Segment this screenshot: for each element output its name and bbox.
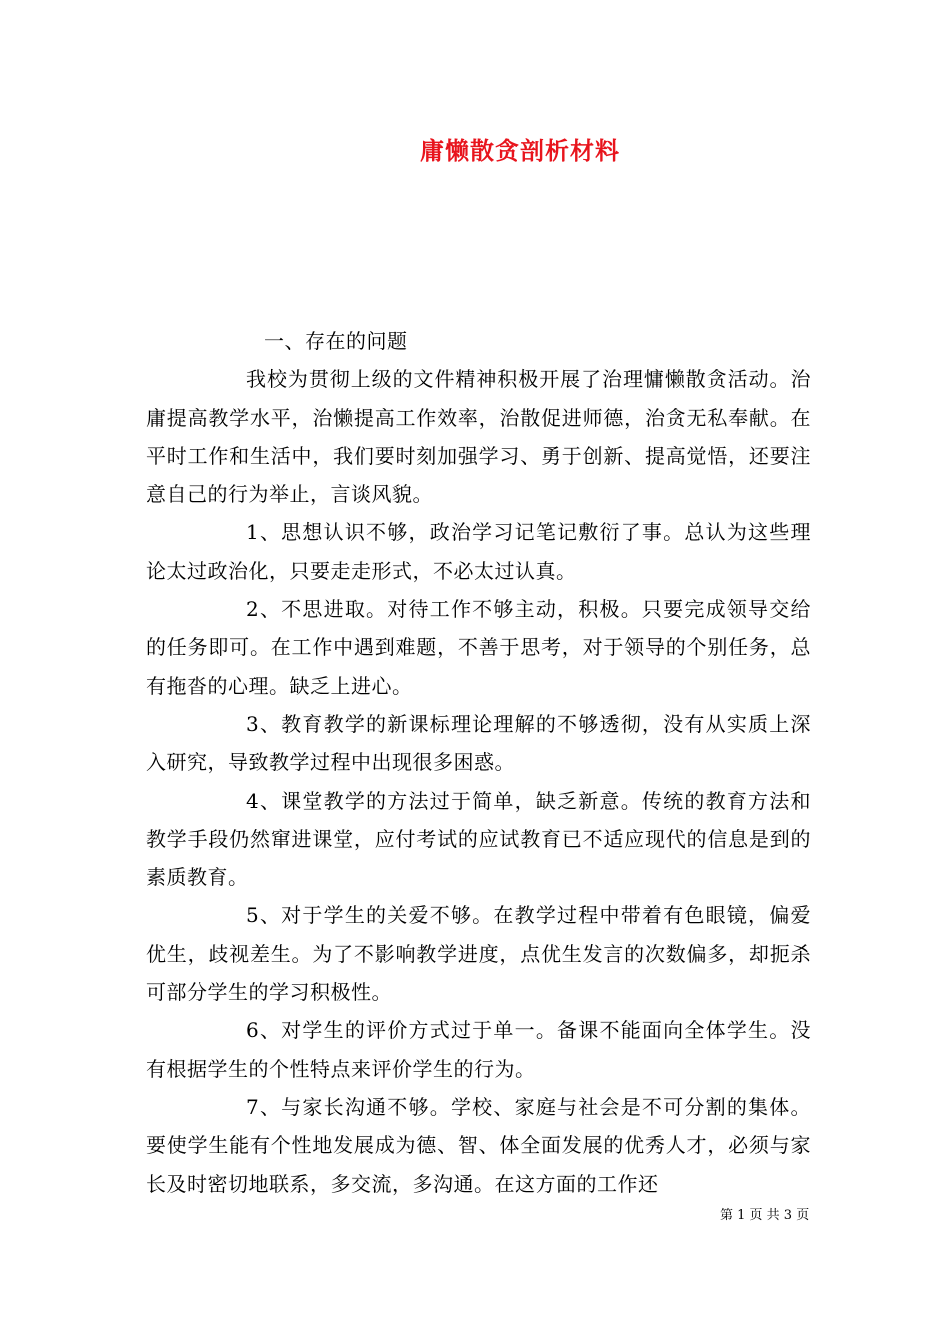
page-footer: 第 1 页 共 3 页 <box>720 1208 810 1223</box>
document-title: 庸懒散贪剖析材料 <box>420 137 620 165</box>
document-body <box>146 322 811 1203</box>
paragraph-item-1: 1、思想认识不够，政治学习记笔记敷衍了事。总认为这些理论太过政治化，只要走走形式，不必太过认真。 <box>146 520 811 583</box>
paragraph-item-4: 4、课堂教学的方法过于简单，缺乏新意。传统的教育方法和教学手段仍然窜进课堂，应付考试的应试教育已不适应现代的信息是到的素质教育。 <box>146 788 811 890</box>
section-heading: 一、存在的问题 <box>264 329 408 353</box>
paragraph-item-2: 2、不思进取。对待工作不够主动，积极。只要完成领导交给的任务即可。在工作中遇到难题，不善于思考，对于领导的个别任务，总有拖沓的心理。缺乏上进心。 <box>146 597 811 698</box>
paragraph-item-7: 7、与家长沟通不够。学校、家庭与社会是不可分割的集体。要使学生能有个性地发展成为德、智、体全面发展的优秀人才，必须与家长及时密切地联系，多交流，多沟通。在这方面的工作还 <box>146 1094 811 1196</box>
paragraph-item-5: 5、对于学生的关爱不够。在教学过程中带着有色眼镜，偏爱优生，歧视差生。为了不影响教学进度，点优生发言的次数偏多，却扼杀可部分学生的学习积极性。 <box>146 903 811 1005</box>
paragraph-intro: 我校为贯彻上级的文件精神积极开展了治理慵懒散贪活动。治庸提高教学水平，治懒提高工作效率，治散促进师德，治贪无私奉献。在平时工作和生活中，我们要时刻加强学习、勇于创新、提高觉悟，还要注意自己的行为举止，言谈风貌。 <box>146 367 811 507</box>
paragraph-item-3: 3、教育教学的新课标理论理解的不够透彻，没有从实质上深入研究，导致教学过程中出现很多困惑。 <box>146 711 811 775</box>
paragraph-item-6: 6、对学生的评价方式过于单一。备课不能面向全体学生。没有根据学生的个性特点来评价学生的行为。 <box>146 1018 811 1081</box>
